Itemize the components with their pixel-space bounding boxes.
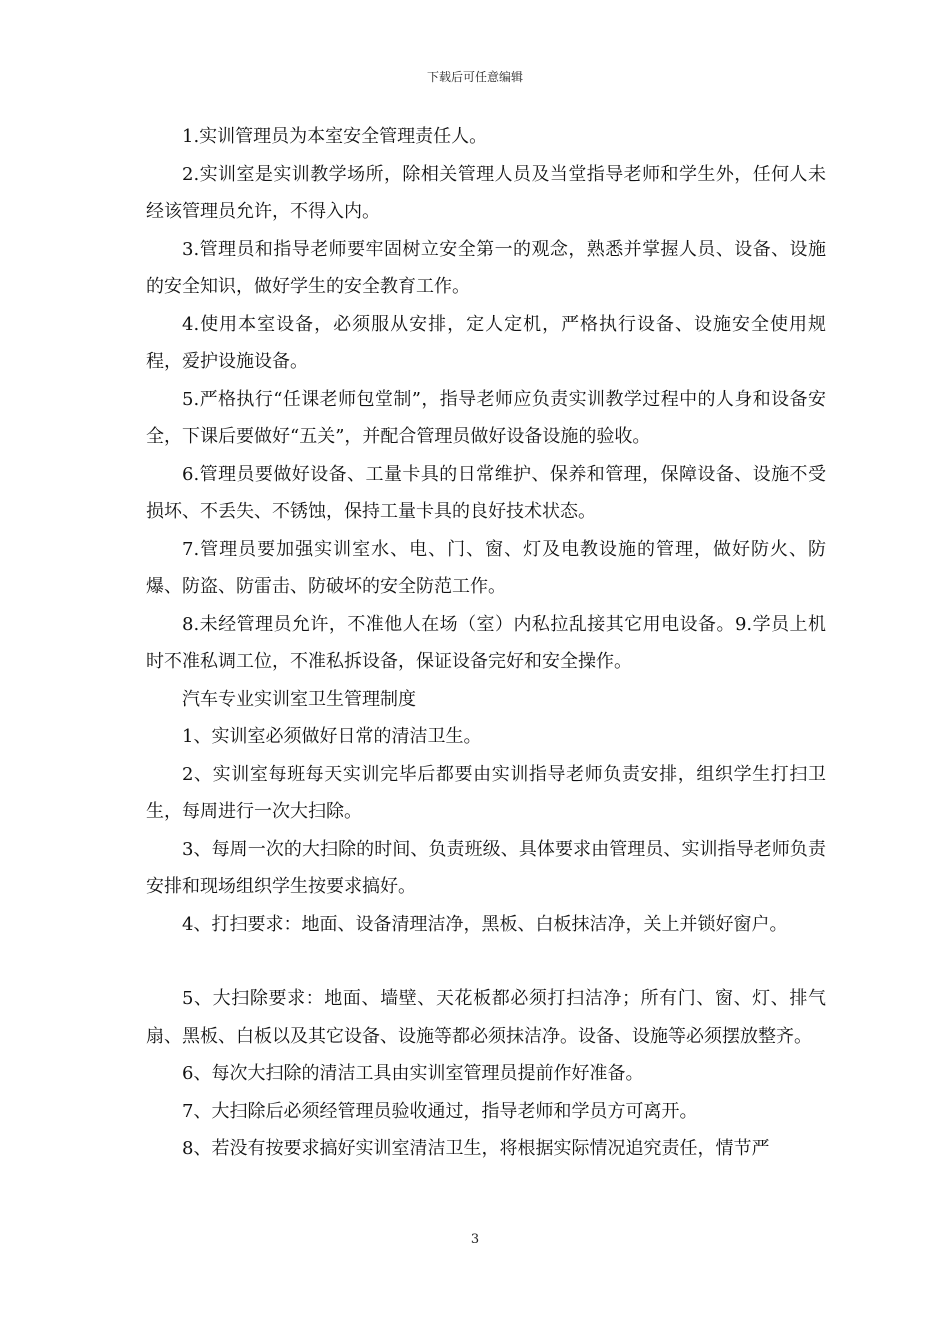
hygiene-rule-2: 2、实训室每班每天实训完毕后都要由实训指导老师负责安排，组织学生打扫卫生，每周进行一次大扫除。 [146,763,826,822]
rule-8-9: 8.未经管理员允许，不准他人在场（室）内私拉乱接其它用电设备。9.学员上机时不准私调工位，不准私拆设备，保证设备完好和安全操作。 [146,613,826,672]
hygiene-rule-4: 4、打扫要求：地面、设备清理洁净，黑板、白板抹洁净，关上并锁好窗户。 [182,913,788,935]
hygiene-rule-6: 6、每次大扫除的清洁工具由实训室管理员提前作好准备。 [182,1063,644,1084]
rule-4: 4.使用本室设备，必须服从安排，定人定机，严格执行设备、设施安全使用规程，爱护设施设备。 [146,313,826,372]
rule-6: 6.管理员要做好设备、工量卡具的日常维护、保养和管理，保障设备、设施不受损坏、不丢失、不锈蚀，保持工量卡具的良好技术状态。 [146,463,826,522]
rule-1: 1.实训管理员为本室安全管理责任人。 [182,126,488,147]
rule-2: 2.实训室是实训教学场所，除相关管理人员及当堂指导老师和学生外，任何人未经该管理员允许，不得入内。 [146,163,826,222]
document-body [146,118,826,1168]
header-note: 下载后可任意编辑 [426,70,523,84]
section-title-hygiene: 汽车专业实训室卫生管理制度 [182,688,416,710]
hygiene-rule-1: 1、实训室必须做好日常的清洁卫生。 [182,726,482,747]
rule-7: 7.管理员要加强实训室水、电、门、窗、灯及电教设施的管理，做好防火、防爆、防盗、防雷击、防破坏的安全防范工作。 [146,538,826,597]
hygiene-rule-3: 3、每周一次的大扫除的时间、负责班级、具体要求由管理员、实训指导老师负责安排和现场组织学生按要求搞好。 [146,838,826,897]
page-number: 3 [470,1232,480,1247]
hygiene-rule-5: 5、大扫除要求：地面、墙壁、天花板都必须打扫洁净；所有门、窗、灯、排气扇、黑板、白板以及其它设备、设施等都必须抹洁净。设备、设施等必须摆放整齐。 [146,988,826,1047]
rule-5: 5.严格执行“任课老师包堂制”，指导老师应负责实训教学过程中的人身和设备安全，下课后要做好“五关”，并配合管理员做好设备设施的验收。 [146,388,826,447]
rule-3: 3.管理员和指导老师要牢固树立安全第一的观念，熟悉并掌握人员、设备、设施的安全知识，做好学生的安全教育工作。 [146,238,826,297]
hygiene-rule-7: 7、大扫除后必须经管理员验收通过，指导老师和学员方可离开。 [182,1100,698,1122]
hygiene-rule-8: 8、若没有按要求搞好实训室清洁卫生，将根据实际情况追究责任，情节严 [182,1138,770,1159]
